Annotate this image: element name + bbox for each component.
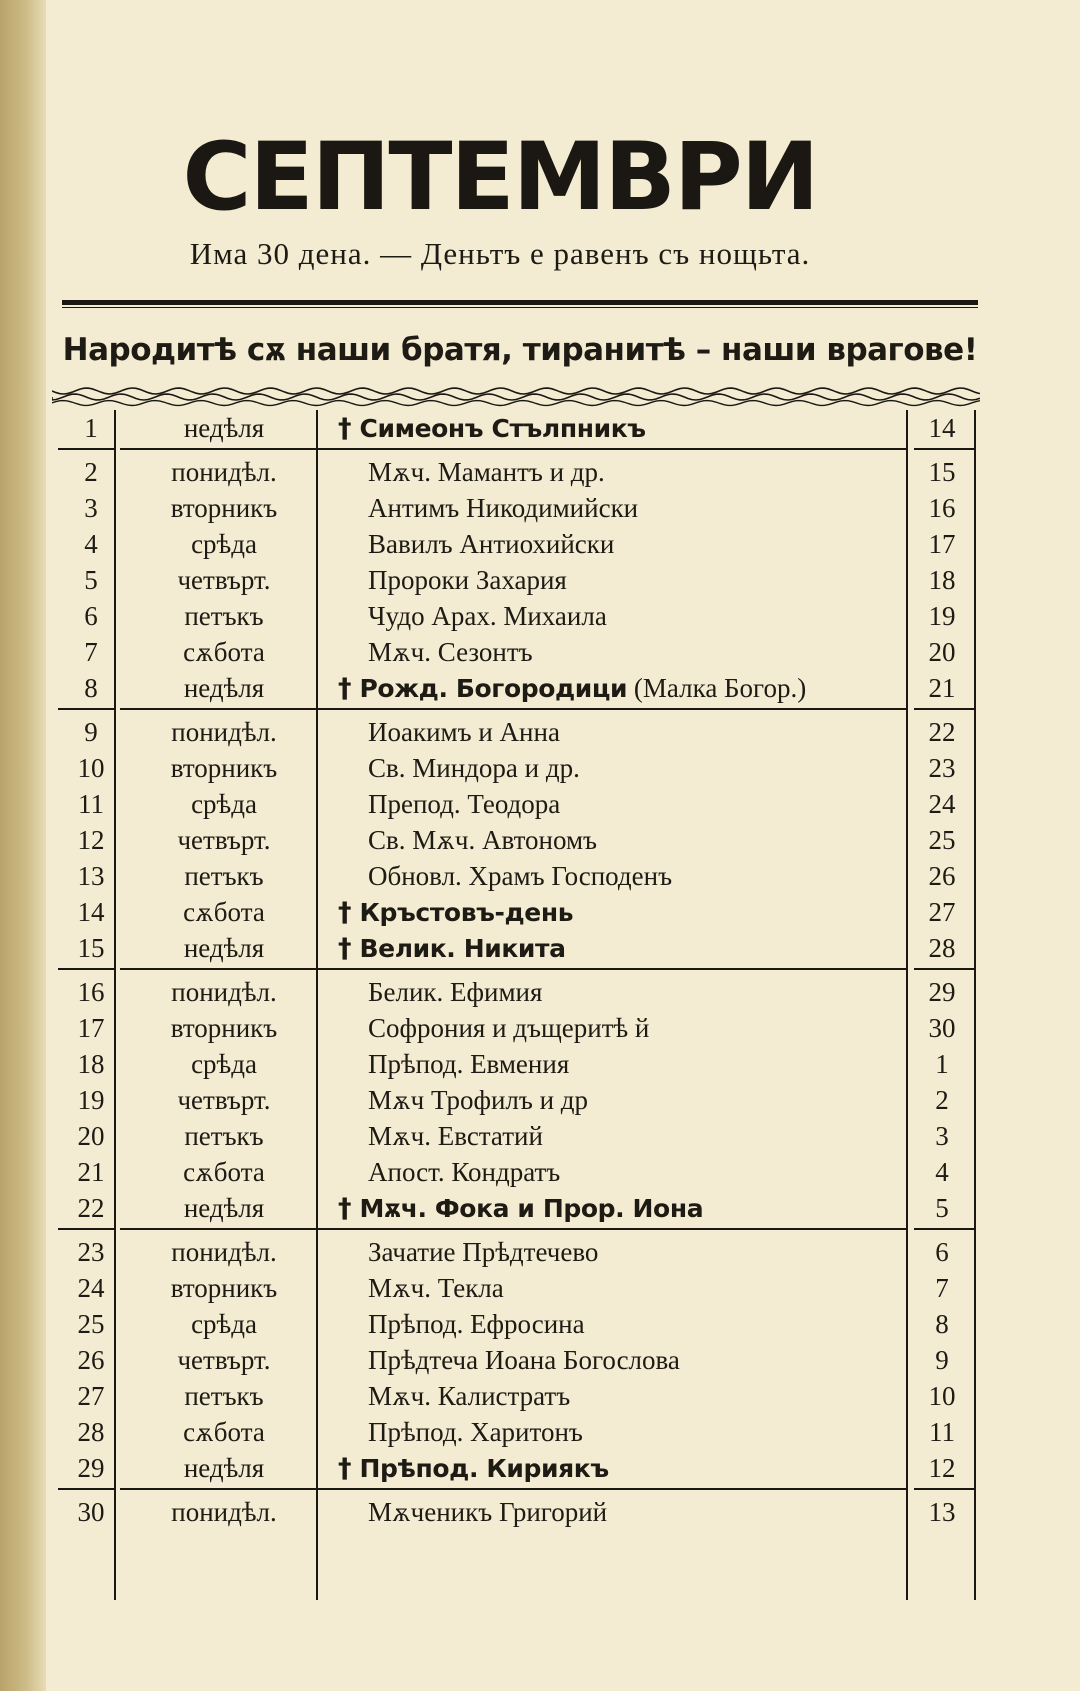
weekday-name: сѫбота (183, 637, 265, 667)
old-style-date: 14 (928, 413, 956, 443)
day-number: 15 (77, 933, 105, 963)
old-style-date: 18 (928, 565, 956, 595)
cross-icon: † (338, 897, 352, 928)
saint-text: Антимъ Никодимийски (368, 493, 639, 523)
day-row (58, 858, 976, 894)
day-row (58, 410, 976, 446)
month-title: СЕПТЕМВРИ (182, 123, 818, 232)
saint-name (338, 410, 964, 447)
day-row (58, 1154, 976, 1190)
week-separator (58, 968, 114, 970)
saint-text: Св. Миндора и др. (368, 753, 580, 783)
saint-text: Обновл. Храмъ Господенъ (368, 861, 673, 891)
old-style-date: 29 (928, 977, 956, 1007)
weekday-name: вторникъ (170, 753, 278, 783)
weekday-name: петъкъ (184, 1121, 264, 1151)
week-separator (914, 968, 974, 970)
weekday-name: петъкъ (184, 861, 264, 891)
saint-name (338, 1414, 964, 1450)
saint-name (338, 1306, 964, 1342)
day-number: 7 (84, 637, 98, 667)
saint-name (338, 1010, 964, 1046)
weekday-name: четвърт. (177, 825, 271, 855)
day-number: 27 (77, 1381, 105, 1411)
day-row (58, 1234, 976, 1270)
top-rule (62, 300, 978, 305)
saint-text: Зачатие Прѣдтечево (368, 1237, 599, 1267)
day-row (58, 1342, 976, 1378)
day-number: 3 (84, 493, 98, 523)
day-row (58, 1010, 976, 1046)
saint-name (338, 598, 964, 634)
day-row (58, 930, 976, 966)
weekday-name: срѣда (191, 1049, 257, 1079)
day-row (58, 634, 976, 670)
saint-name (338, 490, 964, 526)
saint-name (338, 1450, 964, 1487)
saint-text: Препод. Теодора (368, 789, 561, 819)
old-style-date: 13 (928, 1497, 956, 1527)
saint-text: Мѫч. Евстатий (368, 1121, 543, 1151)
day-row (58, 1118, 976, 1154)
week-separator (316, 448, 906, 450)
day-row (58, 750, 976, 786)
weekday-name: понидѣл. (171, 1497, 277, 1527)
saint-name (338, 930, 964, 967)
old-style-date: 11 (929, 1417, 955, 1447)
day-number: 2 (84, 457, 98, 487)
day-row (58, 1450, 976, 1486)
saint-text: Мѫч. Текла (368, 1273, 504, 1303)
old-style-date: 19 (928, 601, 956, 631)
day-row (58, 1414, 976, 1450)
saint-name (338, 894, 964, 931)
day-number: 8 (84, 673, 98, 703)
saint-name (338, 1154, 964, 1190)
saint-name (338, 750, 964, 786)
saint-name (338, 1342, 964, 1378)
feast-name: Кръстовъ-день (359, 898, 574, 927)
weekday-name: сѫбота (183, 1417, 265, 1447)
saint-name (338, 1378, 964, 1414)
saint-name (338, 562, 964, 598)
saint-name (338, 822, 964, 858)
saint-name (338, 1494, 964, 1530)
day-number: 18 (77, 1049, 105, 1079)
weekday-name: петъкъ (184, 1381, 264, 1411)
old-style-date: 22 (928, 717, 956, 747)
wavy-ornament (52, 384, 980, 410)
day-number: 14 (77, 897, 105, 927)
day-number: 25 (77, 1309, 105, 1339)
old-style-date: 15 (928, 457, 956, 487)
saint-name (338, 454, 964, 490)
week-separator (914, 1488, 974, 1490)
day-row (58, 562, 976, 598)
day-number: 29 (77, 1453, 105, 1483)
old-style-date: 12 (928, 1453, 956, 1483)
feast-note: (Малка Богор.) (633, 673, 807, 703)
saint-text: Прѣпод. Ефросина (368, 1309, 585, 1339)
saint-text: Иоакимъ и Анна (368, 717, 560, 747)
week-separator (914, 448, 974, 450)
saint-text: Мѫченикъ Григорий (368, 1497, 608, 1527)
day-number: 16 (77, 977, 105, 1007)
day-number: 23 (77, 1237, 105, 1267)
old-style-date: 2 (935, 1085, 949, 1115)
old-style-date: 24 (928, 789, 956, 819)
old-style-date: 16 (928, 493, 956, 523)
saint-name (338, 670, 964, 707)
weekday-name: понидѣл. (171, 457, 277, 487)
weekday-name: срѣда (191, 789, 257, 819)
old-style-date: 30 (928, 1013, 956, 1043)
day-number: 21 (77, 1157, 105, 1187)
saint-text: Вавилъ Антиохийски (368, 529, 615, 559)
day-number: 24 (77, 1273, 105, 1303)
week-separator (120, 708, 316, 710)
cross-icon: † (338, 933, 352, 964)
saint-text: Софрония и дъщеритѣ й (368, 1013, 650, 1043)
old-style-date: 9 (935, 1345, 949, 1375)
day-row (58, 822, 976, 858)
saint-name (338, 1082, 964, 1118)
top-rule-thin (62, 307, 978, 308)
saint-text: Чудо Арах. Михаила (368, 601, 607, 631)
weekday-name: четвърт. (177, 1345, 271, 1375)
weekday-name: недѣля (183, 933, 265, 963)
weekday-name: недѣля (183, 1453, 265, 1483)
weekday-name: четвърт. (177, 1085, 271, 1115)
day-row (58, 1270, 976, 1306)
day-row (58, 490, 976, 526)
day-row (58, 526, 976, 562)
feast-name: Мѫч. Фока и Прор. Иона (359, 1194, 704, 1223)
saint-name (338, 1046, 964, 1082)
day-row (58, 454, 976, 490)
weekday-name: недѣля (183, 413, 265, 443)
day-number: 12 (77, 825, 105, 855)
saint-text: Св. Мѫч. Автономъ (368, 825, 597, 855)
old-style-date: 5 (935, 1193, 949, 1223)
saint-name (338, 858, 964, 894)
old-style-date: 1 (935, 1049, 949, 1079)
saint-text: Мѫч. Калистратъ (368, 1381, 571, 1411)
day-row (58, 1494, 976, 1530)
saint-text: Белик. Ефимия (368, 977, 543, 1007)
day-number: 11 (78, 789, 104, 819)
saint-text: Пророки Захария (368, 565, 567, 595)
week-separator (914, 1228, 974, 1230)
weekday-name: вторникъ (170, 1013, 278, 1043)
saint-text: Прѣпод. Евмения (368, 1049, 570, 1079)
day-number: 28 (77, 1417, 105, 1447)
day-number: 4 (84, 529, 98, 559)
weekday-name: сѫбота (183, 1157, 265, 1187)
old-style-date: 6 (935, 1237, 949, 1267)
day-number: 19 (77, 1085, 105, 1115)
calendar-table (58, 410, 976, 1600)
weekday-name: срѣда (191, 1309, 257, 1339)
saint-text: Мѫч Трофилъ и др (368, 1085, 589, 1115)
weekday-name: недѣля (183, 1193, 265, 1223)
saint-name (338, 714, 964, 750)
old-style-date: 21 (928, 673, 956, 703)
day-number: 20 (77, 1121, 105, 1151)
weekday-name: вторникъ (170, 1273, 278, 1303)
day-row (58, 786, 976, 822)
saint-name (338, 1270, 964, 1306)
weekday-name: четвърт. (177, 565, 271, 595)
feast-name: Рожд. Богородици (359, 674, 628, 703)
week-separator (120, 448, 316, 450)
weekday-name: сѫбота (183, 897, 265, 927)
saint-text: Прѣпод. Харитонъ (368, 1417, 583, 1447)
weekday-name: понидѣл. (171, 1237, 277, 1267)
weekday-name: вторникъ (170, 493, 278, 523)
week-separator (316, 1228, 906, 1230)
old-style-date: 28 (928, 933, 956, 963)
weekday-name: понидѣл. (171, 717, 277, 747)
saint-name (338, 1190, 964, 1227)
cross-icon: † (338, 1453, 352, 1484)
feast-name: Прѣпод. Кириякъ (359, 1454, 609, 1483)
week-separator (58, 448, 114, 450)
day-number: 22 (77, 1193, 105, 1223)
old-style-date: 7 (935, 1273, 949, 1303)
old-style-date: 10 (928, 1381, 956, 1411)
saint-name (338, 526, 964, 562)
day-row (58, 974, 976, 1010)
week-separator (120, 1488, 316, 1490)
day-number: 5 (84, 565, 98, 595)
weekday-name: недѣля (183, 673, 265, 703)
weekday-name: петъкъ (184, 601, 264, 631)
weekday-name: понидѣл. (171, 977, 277, 1007)
day-number: 6 (84, 601, 98, 631)
week-separator (914, 708, 974, 710)
saint-name (338, 974, 964, 1010)
day-row (58, 714, 976, 750)
weekday-name: срѣда (191, 529, 257, 559)
week-separator (58, 1488, 114, 1490)
day-number: 26 (77, 1345, 105, 1375)
day-row (58, 894, 976, 930)
day-number: 13 (77, 861, 105, 891)
old-style-date: 20 (928, 637, 956, 667)
motto: Народитѣ сѫ наши братя, тиранитѣ – наши врагове! (62, 332, 978, 368)
day-number: 30 (77, 1497, 105, 1527)
saint-name (338, 1234, 964, 1270)
feast-name: Симеонъ Стълпникъ (359, 414, 646, 443)
day-row (58, 670, 976, 706)
saint-text: Мѫч. Мамантъ и др. (368, 457, 605, 487)
day-row (58, 1378, 976, 1414)
old-style-date: 27 (928, 897, 956, 927)
saint-text: Прѣдтеча Иоана Богослова (368, 1345, 680, 1375)
day-row (58, 1046, 976, 1082)
day-row (58, 1082, 976, 1118)
saint-name (338, 634, 964, 670)
saint-text: Мѫч. Сезонтъ (368, 637, 533, 667)
feast-name: Велик. Никита (359, 934, 566, 963)
week-separator (58, 1228, 114, 1230)
week-separator (316, 708, 906, 710)
week-separator (120, 1228, 316, 1230)
week-separator (120, 968, 316, 970)
old-style-date: 26 (928, 861, 956, 891)
day-number: 17 (77, 1013, 105, 1043)
week-separator (58, 708, 114, 710)
cross-icon: † (338, 673, 352, 704)
month-subtitle: Има 30 дена. — Деньтъ е равенъ съ нощьта. (189, 236, 811, 271)
day-number: 1 (84, 413, 98, 443)
day-row (58, 598, 976, 634)
old-style-date: 17 (928, 529, 956, 559)
day-number: 9 (84, 717, 98, 747)
day-number: 10 (77, 753, 105, 783)
week-separator (316, 968, 906, 970)
saint-name (338, 1118, 964, 1154)
saint-name (338, 786, 964, 822)
old-style-date: 4 (935, 1157, 949, 1187)
old-style-date: 25 (928, 825, 956, 855)
cross-icon: † (338, 1193, 352, 1224)
day-row (58, 1306, 976, 1342)
week-separator (316, 1488, 906, 1490)
cross-icon: † (338, 413, 352, 444)
saint-text: Апост. Кондратъ (368, 1157, 561, 1187)
old-style-date: 3 (935, 1121, 949, 1151)
old-style-date: 23 (928, 753, 956, 783)
day-row (58, 1190, 976, 1226)
old-style-date: 8 (935, 1309, 949, 1339)
